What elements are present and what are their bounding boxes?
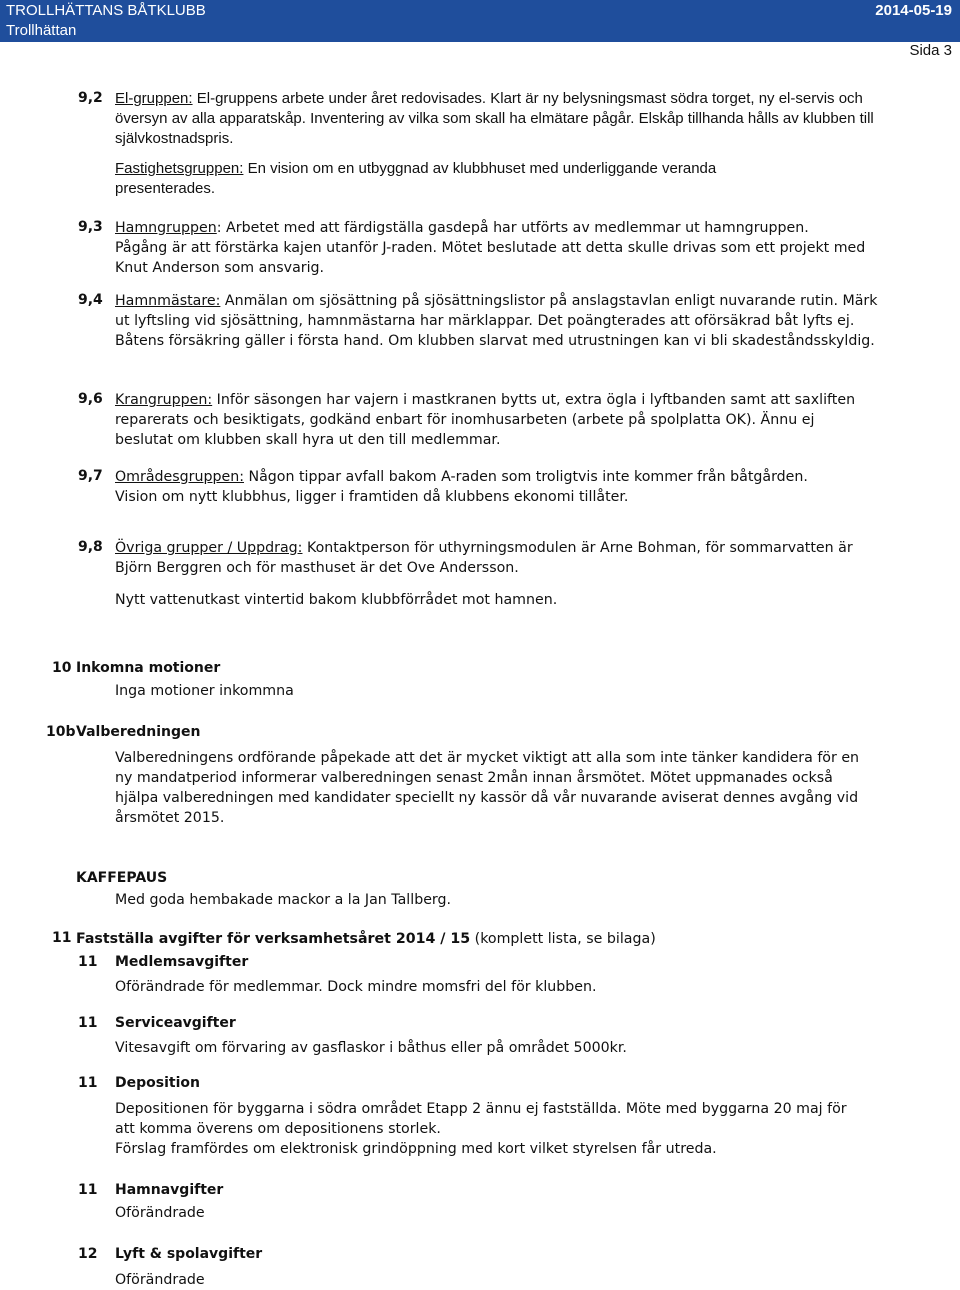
section-number: 12 (78, 1246, 98, 1262)
section-text (115, 748, 915, 828)
section-title: Inkomna motioner (76, 660, 221, 676)
section-body: Pågång är att förstärka kajen utanför J-raden. Mötet beslutade att detta skulle drivas som ett projekt med (115, 240, 866, 256)
section-body: Oförändrade (115, 1205, 205, 1221)
section-body: Förslag framfördes om elektronisk grindöppning med kort vilket styrelsen får utreda. (115, 1141, 717, 1157)
subsection-title: Deposition (115, 1075, 200, 1091)
section-number: 10b (46, 724, 76, 740)
section-body: Björn Berggren och för masthuset är det Ove Andersson. (115, 560, 519, 576)
section-text (115, 159, 815, 199)
section-body: ut lyftsling vid sjösättning, hamnmästarna har märklappar. Det poängterades att oförsäkrad båt lyfts ej. (115, 313, 855, 329)
subsection-number: 11 (78, 1075, 98, 1091)
subsection-number: 11 (78, 1182, 98, 1198)
section-number: 10 (52, 660, 72, 676)
section-number: 9,4 (78, 292, 103, 308)
section-number: 11 (52, 930, 72, 946)
section-title: KAFFEPAUS (76, 870, 168, 886)
section-number: 9,6 (78, 391, 103, 407)
section-body: Inför säsongen har vajern i mastkranen bytts ut, extra ögla i lyftbanden samt att saxliften (212, 392, 856, 408)
section-body: ny mandatperiod informerar valberedningen senast 2mån innan årsmötet. Mötet uppmanades också (115, 770, 833, 786)
section-text (115, 218, 915, 278)
section-number: 9,8 (78, 539, 103, 555)
section-text (115, 467, 915, 507)
section-body: reparerats och besiktigats, godkänd enbart för inomhusarbeten (arbete på spolplatta OK). Ännu ej (115, 412, 815, 428)
section-title: Lyft & spolavgifter (115, 1246, 263, 1262)
section-number: 9,7 (78, 468, 103, 484)
page-header (0, 0, 960, 42)
section-text (115, 538, 915, 578)
section-body: El-gruppens arbete under året redovisades. Klart är ny belysningsmast södra torget, ny el-servis och översyn av alla apparatskåp. Inventering av vilka som skall ha elmätare pågår. Elskåp tillhanda hålls av klubben till självkostnadspris. (115, 90, 874, 147)
section-body: Anmälan om sjösättning på sjösättningslistor på anslagstavlan enligt nuvarande rutin. Märk (220, 293, 878, 309)
section-body: hjälpa valberedningen med kandidater speciellt ny kassör då vår nuvarande aviserat dennes avgång vid (115, 790, 859, 806)
section-label: Hamngruppen (115, 220, 217, 236)
section-body: Med goda hembakade mackor a la Jan Tallberg. (115, 892, 452, 908)
section-body: Nytt vattenutkast vintertid bakom klubbförrådet mot hamnen. (115, 592, 558, 608)
section-body: Depositionen för byggarna i södra området Etapp 2 ännu ej fastställda. Möte med byggarna 20 maj för (115, 1101, 847, 1117)
section-text (76, 929, 876, 949)
subsection-number: 11 (78, 954, 98, 970)
section-body: Någon tippar avfall bakom A-raden som troligtvis inte kommer från båtgården. (243, 469, 808, 485)
subsection-title: Medlemsavgifter (115, 954, 249, 970)
section-label: Krangruppen: (115, 392, 213, 408)
location: Trollhättan (6, 22, 77, 39)
section-body: årsmötet 2015. (115, 810, 225, 826)
section-body: Oförändrade (115, 1272, 205, 1288)
section-body: Oförändrade för medlemmar. Dock mindre momsfri del för klubben. (115, 979, 597, 995)
section-body: (komplett lista, se bilaga) (470, 931, 656, 947)
section-title: Fastställa avgifter för verksamhetsåret 2014 / 15 (76, 931, 471, 947)
section-text (115, 89, 915, 149)
section-body: En vision om en utbyggnad av klubbhuset med underliggande veranda presenterades. (115, 160, 717, 197)
section-label: El-gruppen: (115, 90, 193, 107)
document-date: 2014-05-19 (875, 2, 952, 19)
section-body: Båtens försäkring gäller i första hand. Om klubben slarvat med utrustningen kan vi bli skadeståndsskyldig. (115, 333, 875, 349)
subsection-number: 11 (78, 1015, 98, 1031)
section-label: Hamnmästare: (115, 293, 221, 309)
section-body: Vitesavgift om förvaring av gasflaskor i båthus eller på området 5000kr. (115, 1040, 627, 1056)
section-body: Inga motioner inkommna (115, 683, 294, 699)
section-text (115, 1099, 915, 1159)
section-body: att komma överens om depositionens storlek. (115, 1121, 441, 1137)
section-label: Fastighetsgruppen: (115, 160, 244, 177)
subsection-title: Serviceavgifter (115, 1015, 236, 1031)
section-label: Övriga grupper / Uppdrag: (115, 540, 303, 556)
org-name: TROLLHÄTTANS BÅTKLUBB (6, 2, 206, 19)
subsection-title: Hamnavgifter (115, 1182, 224, 1198)
section-body: Vision om nytt klubbhus, ligger i framtiden då klubbens ekonomi tillåter. (115, 489, 629, 505)
section-number: 9,3 (78, 219, 103, 235)
section-label: Områdesgruppen: (115, 469, 244, 485)
section-number: 9,2 (78, 90, 103, 106)
section-body: : Arbetet med att färdigställa gasdepå har utförts av medlemmar ut hamngruppen. (216, 220, 809, 236)
page-number: Sida 3 (909, 42, 952, 59)
section-body: beslutat om klubben skall hyra ut den till medlemmar. (115, 432, 501, 448)
section-body: Knut Anderson som ansvarig. (115, 260, 325, 276)
section-body: Valberedningens ordförande påpekade att det är mycket viktigt att alla som inte tänker kandidera för en (115, 750, 860, 766)
section-title: Valberedningen (76, 724, 201, 740)
section-text (115, 291, 905, 351)
section-text (115, 390, 915, 450)
section-body: Kontaktperson för uthyrningsmodulen är Arne Bohman, för sommarvatten är (302, 540, 853, 556)
